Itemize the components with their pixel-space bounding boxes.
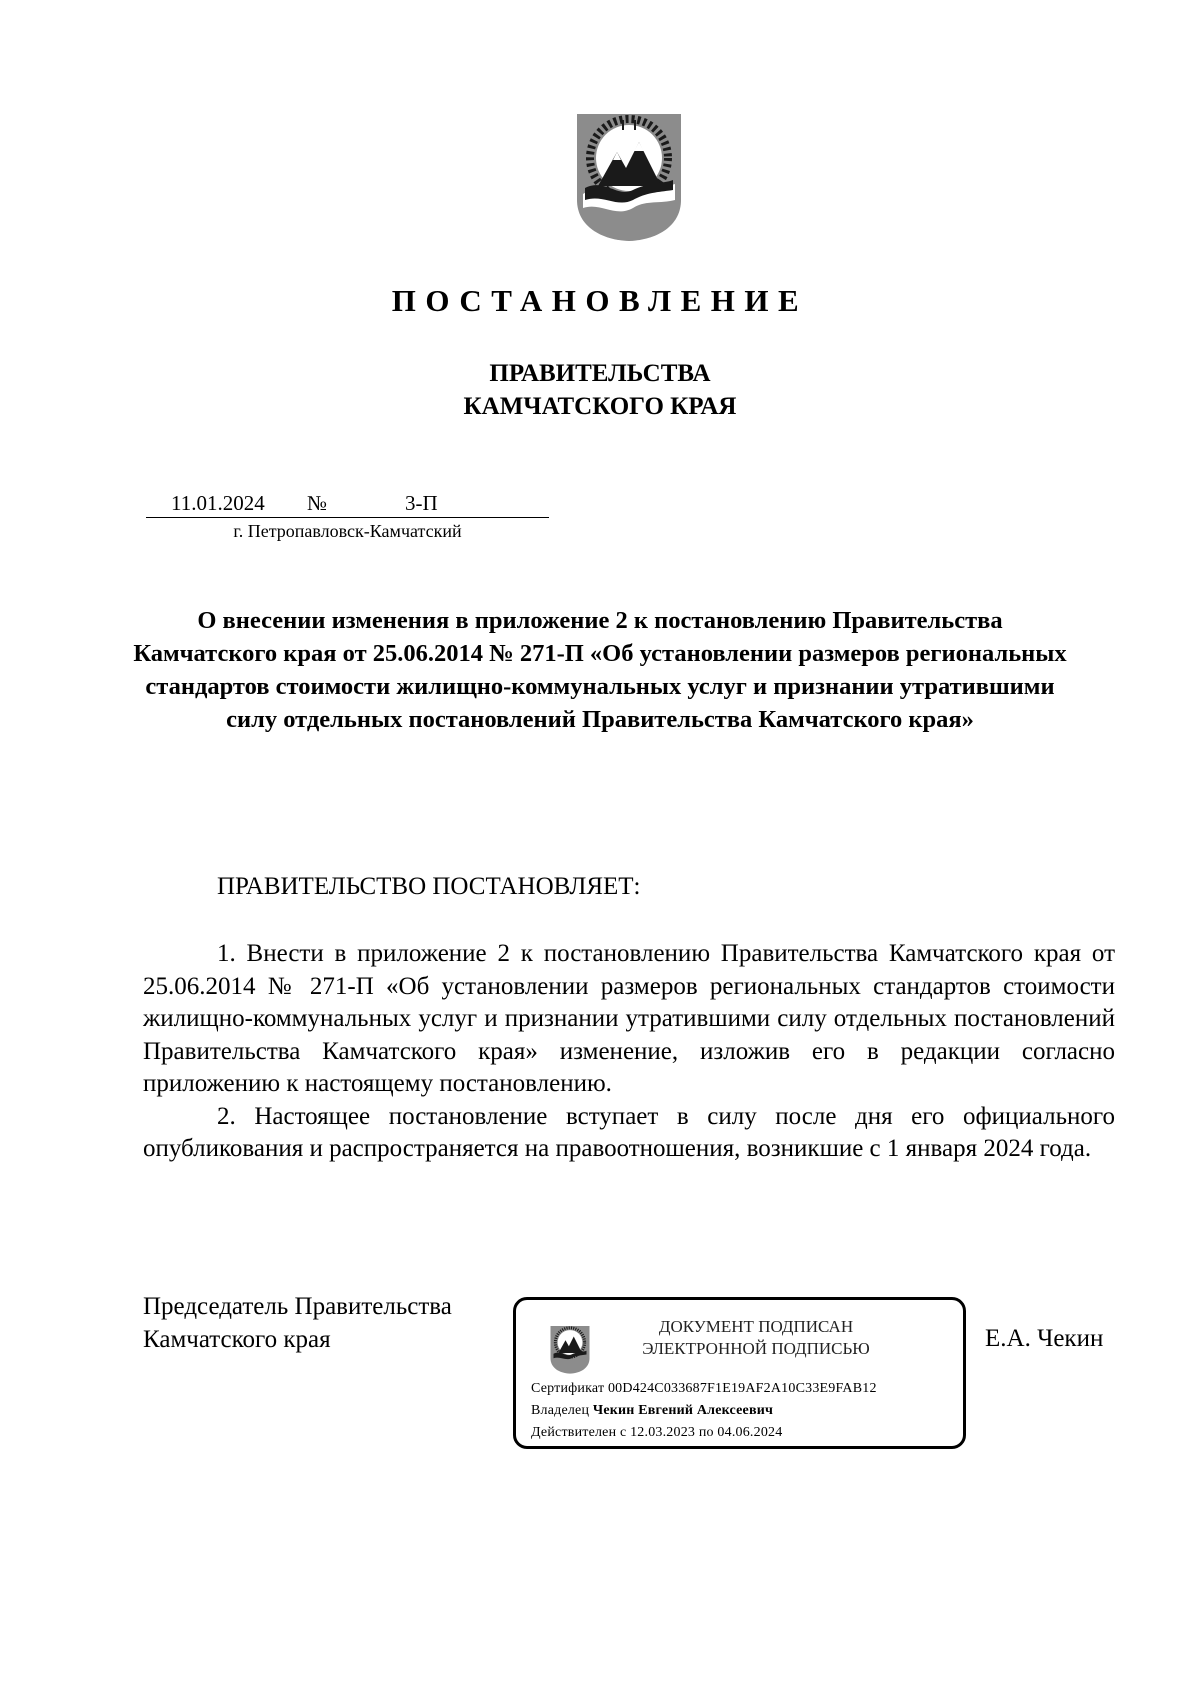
electronic-signature-stamp [513, 1297, 966, 1449]
valid-to-label: по [698, 1425, 714, 1440]
coat-of-arms-emblem [573, 108, 685, 243]
certificate-value: 00D424C033687F1E19AF2A10C33E9FAB12 [607, 1381, 877, 1396]
coat-of-arms-icon [549, 1323, 591, 1375]
document-subject: О внесении изменения в приложение 2 к постановлению Правительства Камчатского края от 25.06.2014 № 271-П «Об установлении размеров региональных стандартов стоимости жилищно-коммунальных услуг и признании утратившими силу отдельных постановлений Правительства Камчатского края» [133, 607, 1067, 733]
decree-paragraph-2: 2. Настоящее постановление вступает в силу после дня его официального опубликования и распространяется на правоотношения, возникшие с 1 января 2024 года. [143, 1102, 1115, 1162]
decree-paragraph-1: 1. Внести в приложение 2 к постановлению Правительства Камчатского края от 25.06.2014 № 271-П «Об установлении размеров региональных стандартов стоимости жилищно-коммунальных услуг и признании утратившими силу отдельных постановлений Правительства Камчатского края» изменение, изложив его в редакции согласно приложению к настоящему постановлению. [143, 940, 1115, 1097]
validity-row [531, 1425, 782, 1441]
certificate-label: Сертификат [531, 1381, 605, 1396]
valid-from-label: Действителен с [531, 1425, 627, 1440]
stamp-title [616, 1316, 896, 1360]
signer-position [143, 1290, 452, 1356]
decree-intro: ПРАВИТЕЛЬСТВО ПОСТАНОВЛЯЕТ: [217, 873, 641, 900]
stamp-title-line-2: ЭЛЕКТРОННОЙ ПОДПИСЬЮ [642, 1339, 870, 1358]
city: г. Петропавловск-Камчатский [233, 521, 462, 541]
valid-to-value: 04.06.2024 [717, 1425, 783, 1440]
issuer-line-1: ПРАВИТЕЛЬСТВА [489, 360, 711, 387]
document-type: ПОСТАНОВЛЕНИЕ [391, 283, 809, 318]
signer-position-line-2: Камчатского края [143, 1326, 331, 1353]
owner-row [531, 1403, 773, 1419]
registration-underline [146, 517, 549, 518]
signer-position-line-1: Председатель Правительства [143, 1293, 452, 1320]
issuer-line-2: КАМЧАТСКОГО КРАЯ [463, 393, 737, 420]
certificate-row [531, 1381, 877, 1397]
issuer-name [0, 357, 1200, 423]
owner-value: Чекин Евгений Алексеевич [592, 1403, 774, 1418]
document-number: 3-П [405, 491, 438, 515]
signer-name: Е.А. Чекин [985, 1325, 1104, 1352]
owner-label: Владелец [531, 1403, 590, 1418]
stamp-title-line-1: ДОКУМЕНТ ПОДПИСАН [658, 1317, 854, 1336]
decree-body [143, 938, 1115, 1166]
valid-from-value: 12.03.2023 [630, 1425, 696, 1440]
document-date: 11.01.2024 [171, 491, 265, 515]
number-sign: № [307, 491, 328, 515]
